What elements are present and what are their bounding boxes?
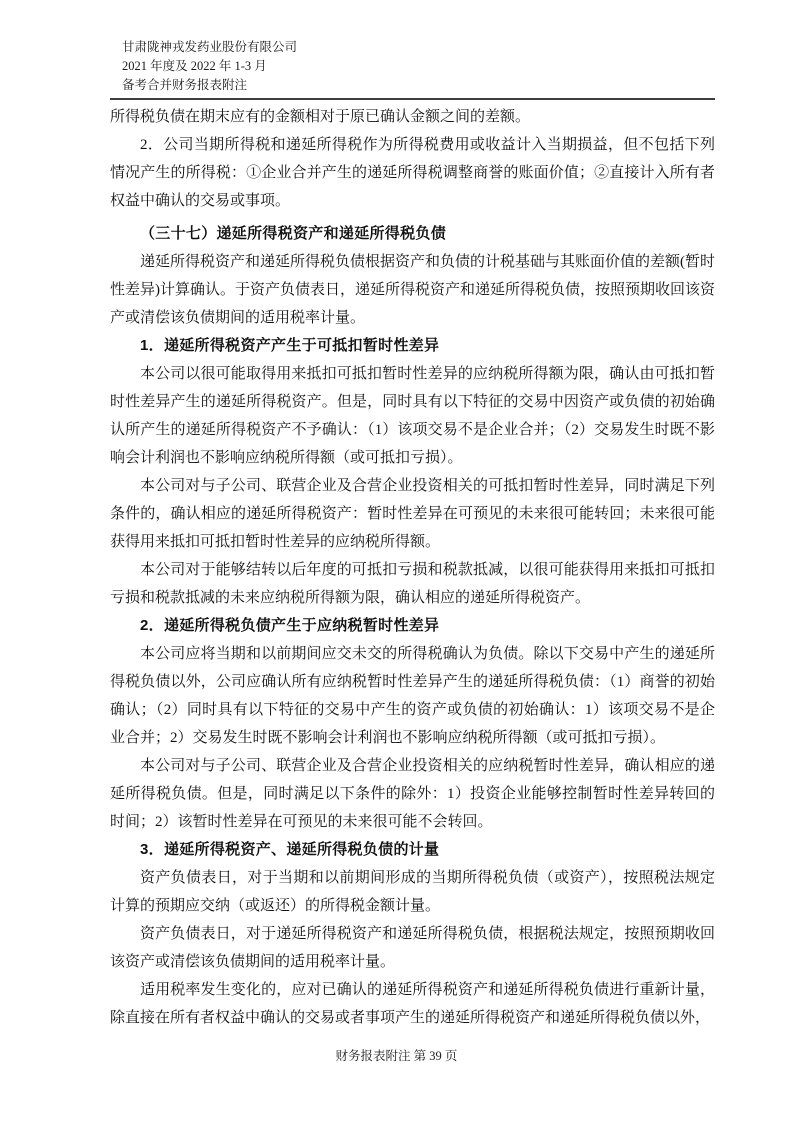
paragraph: 递延所得税资产和递延所得税负债根据资产和负债的计税基础与其账面价值的差额(暂时性差异)计算确认。于资产负债表日，递延所得税资产和递延所得税负债，按照预期收回该资产或清偿该负债期间的适用税率计量。 <box>110 254 715 326</box>
running-header <box>110 38 715 100</box>
paragraph: 资产负债表日，对于递延所得税资产和递延所得税负债，根据税法规定，按照预期收回该资产或清偿该负债期间的适用税率计量。 <box>110 926 715 970</box>
section-heading: （三十七）递延所得税资产和递延所得税负债 <box>140 225 447 242</box>
paragraph: 本公司应将当期和以前期间应交未交的所得税确认为负债。除以下交易中产生的递延所得税负债以外，公司应确认所有应纳税暂时性差异产生的递延所得税负债：（1）商誉的初始确认；（2）同时具有以下特征的交易中产生的资产或负债的初始确认：1）该项交易不是企业合并；2）交易发生时既不影响会计利润也不影响应纳税所得额（或可抵扣亏损）。 <box>110 646 715 746</box>
paragraph: 2．公司当期所得税和递延所得税作为所得税费用或收益计入当期损益，但不包括下列情况产生的所得税：①企业合并产生的递延所得税调整商誉的账面价值；②直接计入所有者权益中确认的交易或事项。 <box>110 137 715 209</box>
subsection-heading: 1．递延所得税资产产生于可抵扣暂时性差异 <box>140 337 440 354</box>
company-name: 甘肃陇神戎发药业股份有限公司 <box>122 40 298 54</box>
paragraph: 本公司对与子公司、联营企业及合营企业投资相关的可抵扣暂时性差异，同时满足下列条件的，确认相应的递延所得税资产：暂时性差异在可预见的未来很可能转回；未来很可能获得用来抵扣可抵扣暂时性差异的应纳税所得额。 <box>110 478 715 550</box>
document-title: 备考合并财务报表附注 <box>122 78 248 92</box>
document-body <box>110 103 715 1032</box>
subsection-heading: 3．递延所得税资产、递延所得税负债的计量 <box>140 841 440 858</box>
report-period: 2021 年度及 2022 年 1-3 月 <box>122 59 267 73</box>
paragraph: 所得税负债在期末应有的金额相对于原已确认金额之间的差额。 <box>110 109 531 125</box>
paragraph: 本公司对与子公司、联营企业及合营企业投资相关的应纳税暂时性差异，确认相应的递延所得税负债。但是，同时满足以下条件的除外：1）投资企业能够控制暂时性差异转回的时间；2）该暂时性差异在可预见的未来很可能不会转回。 <box>110 758 715 830</box>
paragraph: 资产负债表日，对于当期和以前期间形成的当期所得税负债（或资产），按照税法规定计算的预期应交纳（或返还）的所得税金额计量。 <box>110 870 715 914</box>
paragraph: 适用税率发生变化的，应对已确认的递延所得税资产和递延所得税负债进行重新计量，除直接在所有者权益中确认的交易或者事项产生的递延所得税资产和递延所得税负债以外， <box>110 982 715 1026</box>
paragraph: 本公司以很可能取得用来抵扣可抵扣暂时性差异的应纳税所得额为限，确认由可抵扣暂时性差异产生的递延所得税资产。但是，同时具有以下特征的交易中因资产或负债的初始确认所产生的递延所得税资产不予确认：（1）该项交易不是企业合并；（2）交易发生时既不影响会计利润也不影响应纳税所得额（或可抵扣亏损）。 <box>110 366 715 466</box>
paragraph: 本公司对于能够结转以后年度的可抵扣亏损和税款抵减，以很可能获得用来抵扣可抵扣亏损和税款抵减的未来应纳税所得额为限，确认相应的递延所得税资产。 <box>110 562 715 606</box>
page-footer: 财务报表附注 第 39 页 <box>335 1049 458 1063</box>
subsection-heading: 2．递延所得税负债产生于应纳税暂时性差异 <box>140 617 440 634</box>
